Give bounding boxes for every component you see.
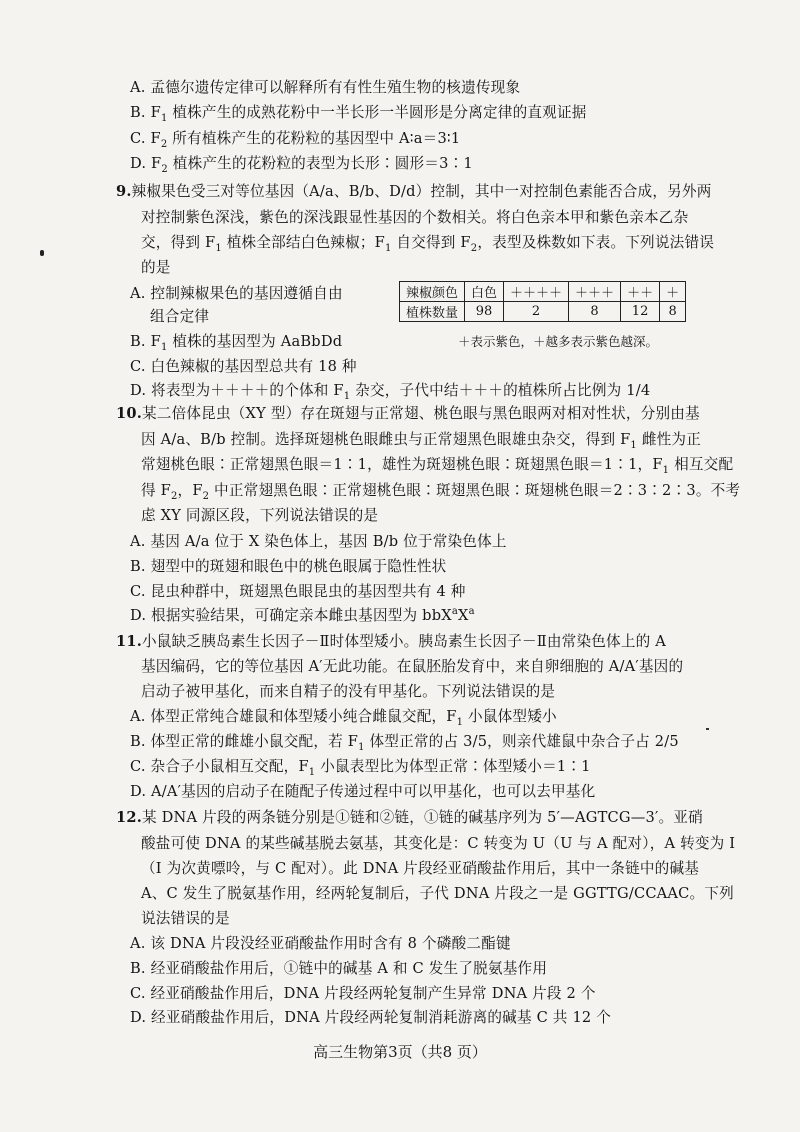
q10-number: 10.	[116, 405, 142, 422]
table-cell: 12	[621, 302, 660, 322]
q9-stem-line4: 的是	[141, 259, 171, 276]
q8-option-a: A. 孟德尔遗传定律可以解释所有有性生殖生物的核遗传现象	[130, 79, 521, 96]
q9-option-b: B. $F_1$ 植株的基因型为 AaBbDd	[130, 333, 343, 353]
q11-option-a: A. 体型正常纯合雄鼠和体型矮小纯合雌鼠交配，$F_1$ 小鼠体型矮小	[130, 708, 557, 728]
q10-option-c: C. 昆虫种群中，斑翅黑色眼昆虫的基因型共有 4 种	[130, 583, 466, 600]
q12-stem-line4: A、C 发生了脱氨基作用，经两轮复制后，子代 DNA 片段之一是 GGTTG/CCAAC。下列	[141, 885, 734, 902]
page-footer: 高三生物第3页（共8 页）	[313, 1043, 487, 1061]
table-header-count: 植株数量	[400, 302, 465, 322]
table-cell: ＋＋	[621, 282, 660, 302]
q8-option-c: C. $F_2$ 所有植株产生的花粉粒的基因型中 A∶a＝3∶1	[130, 130, 461, 150]
q11-option-c: C. 杂合子小鼠相互交配，$F_1$ 小鼠表型比为体型正常∶体型矮小＝1∶1	[130, 758, 591, 778]
scan-speck	[706, 728, 709, 730]
q11-number: 11.	[116, 633, 142, 650]
q11-option-d: D. A/A′基因的启动子在随配子传递过程中可以甲基化，也可以去甲基化	[130, 783, 596, 800]
table-cell: ＋＋＋	[569, 282, 621, 302]
q9-option-a-cont: 组合定律	[150, 308, 210, 325]
q12-stem-line5: 说法错误的是	[141, 910, 230, 927]
q12-stem-line3: （I 为次黄嘌呤，与 C 配对）。此 DNA 片段经亚硝酸盐作用后，其中一条链中的碱基	[141, 860, 700, 877]
q10-stem-line2: 因 A/a、B/b 控制。选择斑翅桃色眼雌虫与正常翅黑色眼雄虫杂交，得到 $F_1$ 雌性为正	[141, 431, 701, 451]
q8-option-d: D. $F_2$ 植株产生的花粉粒的表型为长形∶圆形＝3∶1	[130, 155, 473, 175]
q9-stem-line2: 对控制紫色深浅，紫色的深浅跟显性基因的个数相关。将白色亲本甲和紫色亲本乙杂	[141, 209, 689, 226]
phenotype-table	[399, 281, 686, 322]
q11-stem-line2: 基因编码，它的等位基因 A′无此功能。在鼠胚胎发育中，来自卵细胞的 A/A′基因的	[141, 658, 684, 675]
q10-stem-line5: 虑 XY 同源区段，下列说法错误的是	[141, 507, 379, 524]
q9-option-c: C. 白色辣椒的基因型总共有 18 种	[130, 358, 357, 375]
q9-option-d: D. 将表型为＋＋＋＋的个体和 $F_1$ 杂交，子代中结＋＋＋的植株所占比例为 1/4	[130, 382, 651, 402]
table-cell: 98	[465, 302, 504, 322]
q9-stem-line3: 交，得到 $F_1$ 植株全部结白色辣椒；$F_1$ 自交得到 $F_2$，表型及株数如下表。下列说法错误	[141, 234, 715, 254]
q10-option-a: A. 基因 A/a 位于 X 染色体上，基因 B/b 位于常染色体上	[130, 533, 507, 550]
table-cell: 白色	[465, 282, 504, 302]
q9-stem-line1: 9.辣椒果色受三对等位基因（A/a、B/b、D/d）控制，其中一对控制色素能否合成，另外两	[116, 183, 712, 200]
scan-speck	[40, 250, 44, 256]
table-row	[400, 282, 686, 302]
q12-option-d: D. 经亚硝酸盐作用后，DNA 片段经两轮复制消耗游离的碱基 C 共 12 个	[130, 1009, 612, 1026]
q12-number: 12.	[116, 809, 142, 826]
q11-option-b: B. 体型正常的雌雄小鼠交配，若 $F_1$ 体型正常的占 3/5，则亲代雄鼠中杂合子占 2/5	[130, 733, 679, 753]
q12-option-a: A. 该 DNA 片段没经亚硝酸盐作用时含有 8 个磷酸二酯键	[130, 935, 511, 952]
table-cell: ＋＋＋＋	[504, 282, 569, 302]
q10-option-b: B. 翅型中的斑翅和眼色中的桃色眼属于隐性性状	[130, 558, 447, 575]
q9-number: 9.	[116, 183, 132, 200]
table-row	[400, 302, 686, 322]
q12-stem-line1: 12.某 DNA 片段的两条链分别是①链和②链，①链的碱基序列为 5′—AGTCG—3′。亚硝	[116, 809, 703, 826]
q10-stem-line4: 得 $F_2$，$F_2$ 中正常翅黑色眼∶正常翅桃色眼∶斑翅黑色眼∶斑翅桃色眼＝2∶3∶2∶3。不考	[141, 482, 741, 502]
table-header-color: 辣椒颜色	[400, 282, 465, 302]
q11-stem-line3: 启动子被甲基化，而来自精子的没有甲基化。下列说法错误的是	[141, 683, 556, 700]
q8-option-b: B. $F_1$ 植株产生的成熟花粉中一半长形一半圆形是分离定律的直观证据	[130, 104, 587, 124]
q11-stem-line1: 11.小鼠缺乏胰岛素生长因子－Ⅱ时体型矮小。胰岛素生长因子－Ⅱ由常染色体上的 A	[116, 633, 667, 650]
q12-option-b: B. 经亚硝酸盐作用后，①链中的碱基 A 和 C 发生了脱氨基作用	[130, 960, 548, 977]
q10-stem-line3: 常翅桃色眼∶正常翅黑色眼＝1∶1，雄性为斑翅桃色眼∶斑翅黑色眼＝1∶1，$F_1$ 相互交配	[141, 456, 734, 476]
q10-stem-line1: 10.某二倍体昆虫（XY 型）存在斑翅与正常翅、桃色眼与黑色眼两对相对性状，分别由基	[116, 405, 700, 422]
table-cell: 2	[504, 302, 569, 322]
q9-option-a: A. 控制辣椒果色的基因遵循自由	[130, 285, 343, 302]
q10-option-d: D. 根据实验结果，可确定亲本雌虫基因型为 $bbX^aX^a$	[130, 606, 475, 624]
table-note: ＋表示紫色，＋越多表示紫色越深。	[458, 334, 659, 349]
q12-option-c: C. 经亚硝酸盐作用后，DNA 片段经两轮复制产生异常 DNA 片段 2 个	[130, 985, 596, 1002]
table-cell: 8	[660, 302, 686, 322]
table-cell: 8	[569, 302, 621, 322]
table-cell: ＋	[660, 282, 686, 302]
q12-stem-line2: 酸盐可使 DNA 的某些碱基脱去氨基，其变化是：C 转变为 U（U 与 A 配对），A 转变为 I	[141, 835, 736, 852]
